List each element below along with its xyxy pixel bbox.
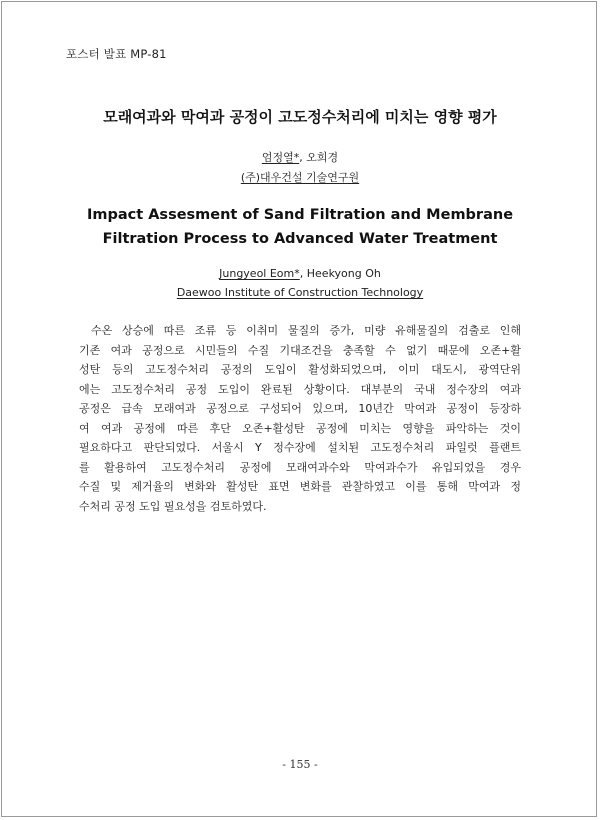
korean-title: 모래여과와 막여과 공정이 고도정수처리에 미치는 영향 평가	[103, 108, 497, 126]
session-label: 포스터 발표 MP-81	[66, 47, 167, 61]
english-title-line-1: Impact Assesment of Sand Filtration and Membrane	[86, 207, 514, 223]
english-title-line-2: Filtration Process to Advanced Water Treatment	[102, 231, 498, 247]
korean-affiliation	[0, 169, 600, 185]
abstract-line: 수온 상승에 따른 조류 등 이취미 물질의 증가, 미량 유해물질의 검출로 인해	[91, 324, 521, 337]
abstract-line: 여 여과 공정에 따른 후단 오존+활성탄 공정에 미치는 영향을 파악하는 것이	[79, 421, 521, 435]
abstract-line: 성탄 등의 고도정수처리 공정의 도입이 활성화되었으며, 이미 대도시, 광역단위	[79, 363, 521, 376]
korean-affiliation-text: (주)대우건설 기술연구원	[240, 171, 360, 184]
abstract-line: 필요하다고 판단되었다. 서울시 Y 정수장에 설치된 고도정수처리 파일럿 플랜트	[79, 441, 521, 454]
english-first-author: Jungyeol Eom*	[219, 267, 300, 280]
abstract-line: 를 활용하여 고도정수처리 공정에 모래여과수와 막여과수가 유입되었을 경우	[79, 460, 521, 474]
abstract-line: 에는 고도정수처리 공정 도입이 완료된 상황이다. 대부분의 국내 정수장의 여과	[79, 382, 521, 396]
abstract-line: 수질 및 제거율의 변화와 활성탄 표면 변화를 관찰하였고 이를 통해 막여과 정	[79, 480, 521, 493]
english-authors	[0, 267, 600, 280]
abstract-line: 공정은 급속 모래여과 공정으로 구성되어 있으며, 10년간 막여과 공정이 등장하	[79, 402, 521, 415]
english-other-authors: , Heekyong Oh	[299, 267, 381, 280]
abstract-body	[79, 321, 521, 516]
abstract-line: 기존 여과 공정으로 시민들의 수질 기대조건을 충족할 수 없기 때문에 오존+활	[79, 343, 521, 357]
abstract-line: 수처리 공정 도입 필요성을 검토하였다.	[79, 499, 267, 513]
korean-authors	[0, 149, 600, 165]
korean-other-authors: , 오희경	[299, 151, 339, 164]
english-affiliation-text: Daewoo Institute of Construction Technology	[176, 286, 424, 299]
english-title	[0, 203, 600, 251]
english-affiliation	[0, 286, 600, 299]
korean-first-author: 엄정열*	[261, 151, 300, 164]
page-number: - 155 -	[282, 758, 318, 771]
